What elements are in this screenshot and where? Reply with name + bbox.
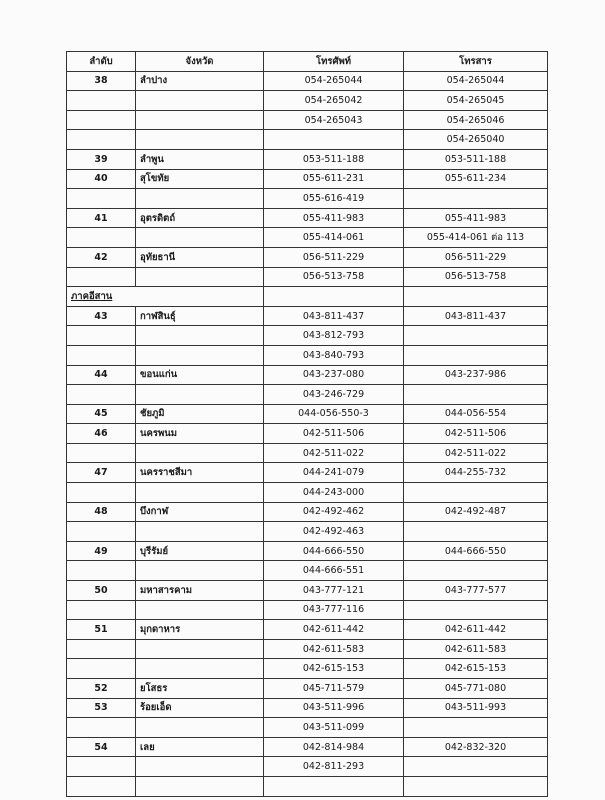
fax-cell: 043-777-577	[404, 581, 548, 601]
no-cell	[67, 267, 136, 287]
province-cell: ร้อยเอ็ด	[136, 698, 264, 718]
no-cell: 42	[67, 247, 136, 267]
province-cell	[136, 130, 264, 150]
fax-cell: 042-511-022	[404, 443, 548, 463]
table-row	[67, 91, 548, 111]
fax-cell	[404, 189, 548, 209]
fax-cell: 044-255-732	[404, 463, 548, 483]
province-cell: บึงกาฬ	[136, 502, 264, 522]
tel-cell	[264, 130, 404, 150]
table-row	[67, 385, 548, 405]
table-row	[67, 404, 548, 424]
fax-cell: 054-265044	[404, 71, 548, 91]
tel-cell: 045-711-579	[264, 679, 404, 699]
no-cell	[67, 600, 136, 620]
no-cell	[67, 639, 136, 659]
table-row	[67, 247, 548, 267]
tel-cell: 043-812-793	[264, 326, 404, 346]
table-row	[67, 424, 548, 444]
fax-cell: 042-832-320	[404, 737, 548, 757]
no-cell: 50	[67, 581, 136, 601]
fax-cell: 044-056-554	[404, 404, 548, 424]
table-row	[67, 130, 548, 150]
province-cell: ลำพูน	[136, 149, 264, 169]
tel-cell: 042-511-022	[264, 443, 404, 463]
no-cell	[67, 522, 136, 542]
no-cell: 44	[67, 365, 136, 385]
fax-cell	[404, 345, 548, 365]
province-cell: ยโสธร	[136, 679, 264, 699]
no-cell: 43	[67, 306, 136, 326]
province-cell	[136, 267, 264, 287]
province-cell	[136, 189, 264, 209]
table-row	[67, 620, 548, 640]
no-cell	[67, 385, 136, 405]
fax-cell	[404, 776, 548, 796]
tel-cell: 042-492-463	[264, 522, 404, 542]
no-cell: 53	[67, 698, 136, 718]
province-cell	[136, 110, 264, 130]
fax-cell: 056-511-229	[404, 247, 548, 267]
province-cell	[136, 718, 264, 738]
tel-cell: 043-246-729	[264, 385, 404, 405]
tel-cell: 044-243-000	[264, 483, 404, 503]
table-row	[67, 502, 548, 522]
fax-cell: 054-265045	[404, 91, 548, 111]
table-row	[67, 208, 548, 228]
province-cell	[136, 639, 264, 659]
no-cell: 48	[67, 502, 136, 522]
section-title: ภาคอีสาน	[67, 287, 264, 307]
province-cell: ลำปาง	[136, 71, 264, 91]
tel-cell	[264, 287, 404, 307]
province-cell	[136, 776, 264, 796]
province-cell	[136, 561, 264, 581]
fax-cell: 042-611-583	[404, 639, 548, 659]
tel-cell: 042-611-583	[264, 639, 404, 659]
tel-cell: 044-241-079	[264, 463, 404, 483]
table-row	[67, 267, 548, 287]
fax-cell	[404, 600, 548, 620]
tel-cell: 043-777-121	[264, 581, 404, 601]
header-no: ลำดับ	[67, 52, 136, 72]
fax-cell: 055-411-983	[404, 208, 548, 228]
table-row	[67, 443, 548, 463]
tel-cell: 042-511-506	[264, 424, 404, 444]
tel-cell: 042-811-293	[264, 757, 404, 777]
table-row	[67, 679, 548, 699]
header-province: จังหวัด	[136, 52, 264, 72]
tel-cell: 043-511-996	[264, 698, 404, 718]
fax-cell: 055-611-234	[404, 169, 548, 189]
province-cell: ชัยภูมิ	[136, 404, 264, 424]
province-cell	[136, 91, 264, 111]
table-row	[67, 757, 548, 777]
header-tel: โทรศัพท์	[264, 52, 404, 72]
fax-cell: 042-511-506	[404, 424, 548, 444]
fax-cell: 043-511-993	[404, 698, 548, 718]
fax-cell: 043-811-437	[404, 306, 548, 326]
tel-cell: 043-840-793	[264, 345, 404, 365]
province-cell: นครพนม	[136, 424, 264, 444]
province-cell	[136, 522, 264, 542]
province-cell	[136, 345, 264, 365]
province-cell: มุกดาหาร	[136, 620, 264, 640]
phone-directory-table	[66, 51, 548, 797]
fax-cell: 043-237-986	[404, 365, 548, 385]
fax-cell: 044-666-550	[404, 541, 548, 561]
table-row	[67, 659, 548, 679]
table-row	[67, 483, 548, 503]
tel-cell: 043-511-099	[264, 718, 404, 738]
tel-cell: 042-492-462	[264, 502, 404, 522]
no-cell	[67, 110, 136, 130]
no-cell	[67, 659, 136, 679]
province-cell	[136, 600, 264, 620]
header-fax: โทรสาร	[404, 52, 548, 72]
fax-cell: 055-414-061 ต่อ 113	[404, 228, 548, 248]
no-cell: 38	[67, 71, 136, 91]
tel-cell: 055-616-419	[264, 189, 404, 209]
no-cell	[67, 130, 136, 150]
tel-cell: 043-237-080	[264, 365, 404, 385]
tel-cell	[264, 776, 404, 796]
fax-cell: 042-615-153	[404, 659, 548, 679]
tel-cell: 044-666-550	[264, 541, 404, 561]
province-cell: เลย	[136, 737, 264, 757]
table-row	[67, 600, 548, 620]
no-cell	[67, 776, 136, 796]
no-cell	[67, 443, 136, 463]
no-cell	[67, 483, 136, 503]
province-cell	[136, 483, 264, 503]
no-cell: 52	[67, 679, 136, 699]
province-cell: นครราชสีมา	[136, 463, 264, 483]
table-row	[67, 541, 548, 561]
no-cell	[67, 345, 136, 365]
table-row	[67, 228, 548, 248]
province-cell: อุทัยธานี	[136, 247, 264, 267]
province-cell: กาฬสินธุ์	[136, 306, 264, 326]
table-row	[67, 71, 548, 91]
no-cell: 49	[67, 541, 136, 561]
tel-cell: 053-511-188	[264, 149, 404, 169]
tel-cell: 044-666-551	[264, 561, 404, 581]
fax-cell	[404, 287, 548, 307]
fax-cell	[404, 718, 548, 738]
table-row	[67, 522, 548, 542]
no-cell	[67, 757, 136, 777]
section-row	[67, 287, 548, 307]
no-cell	[67, 91, 136, 111]
fax-cell: 056-513-758	[404, 267, 548, 287]
fax-cell: 053-511-188	[404, 149, 548, 169]
fax-cell: 045-771-080	[404, 679, 548, 699]
tel-cell: 055-414-061	[264, 228, 404, 248]
table-row	[67, 110, 548, 130]
tel-cell: 043-811-437	[264, 306, 404, 326]
table-row	[67, 561, 548, 581]
province-cell	[136, 228, 264, 248]
tel-cell: 054-265043	[264, 110, 404, 130]
province-cell	[136, 443, 264, 463]
table-row	[67, 737, 548, 757]
province-cell	[136, 659, 264, 679]
table-row	[67, 189, 548, 209]
tel-cell: 043-777-116	[264, 600, 404, 620]
table-row	[67, 149, 548, 169]
no-cell: 40	[67, 169, 136, 189]
no-cell	[67, 718, 136, 738]
table-row	[67, 639, 548, 659]
province-cell: ขอนแก่น	[136, 365, 264, 385]
table-row	[67, 776, 548, 796]
tel-cell: 056-511-229	[264, 247, 404, 267]
province-cell: บุรีรัมย์	[136, 541, 264, 561]
no-cell: 39	[67, 149, 136, 169]
table-body	[67, 71, 548, 796]
tel-cell: 055-411-983	[264, 208, 404, 228]
fax-cell	[404, 385, 548, 405]
province-cell: มหาสารคาม	[136, 581, 264, 601]
tel-cell: 042-615-153	[264, 659, 404, 679]
fax-cell: 054-265046	[404, 110, 548, 130]
no-cell: 41	[67, 208, 136, 228]
province-cell	[136, 385, 264, 405]
fax-cell	[404, 326, 548, 346]
no-cell	[67, 189, 136, 209]
table-row	[67, 326, 548, 346]
table-row	[67, 365, 548, 385]
table-row	[67, 698, 548, 718]
fax-cell: 042-492-487	[404, 502, 548, 522]
tel-cell: 042-611-442	[264, 620, 404, 640]
tel-cell: 054-265042	[264, 91, 404, 111]
fax-cell	[404, 483, 548, 503]
tel-cell: 055-611-231	[264, 169, 404, 189]
tel-cell: 044-056-550-3	[264, 404, 404, 424]
table-row	[67, 718, 548, 738]
fax-cell: 054-265040	[404, 130, 548, 150]
table-header-row	[67, 52, 548, 72]
table-row	[67, 169, 548, 189]
table-row	[67, 345, 548, 365]
fax-cell	[404, 757, 548, 777]
tel-cell: 042-814-984	[264, 737, 404, 757]
tel-cell: 056-513-758	[264, 267, 404, 287]
no-cell: 54	[67, 737, 136, 757]
no-cell: 46	[67, 424, 136, 444]
no-cell: 45	[67, 404, 136, 424]
province-cell	[136, 326, 264, 346]
no-cell	[67, 326, 136, 346]
table-row	[67, 581, 548, 601]
province-cell: อุตรดิตถ์	[136, 208, 264, 228]
no-cell: 51	[67, 620, 136, 640]
no-cell	[67, 561, 136, 581]
fax-cell	[404, 561, 548, 581]
province-cell	[136, 757, 264, 777]
fax-cell: 042-611-442	[404, 620, 548, 640]
no-cell	[67, 228, 136, 248]
fax-cell	[404, 522, 548, 542]
table-row	[67, 306, 548, 326]
table-row	[67, 463, 548, 483]
no-cell: 47	[67, 463, 136, 483]
tel-cell: 054-265044	[264, 71, 404, 91]
province-cell: สุโขทัย	[136, 169, 264, 189]
